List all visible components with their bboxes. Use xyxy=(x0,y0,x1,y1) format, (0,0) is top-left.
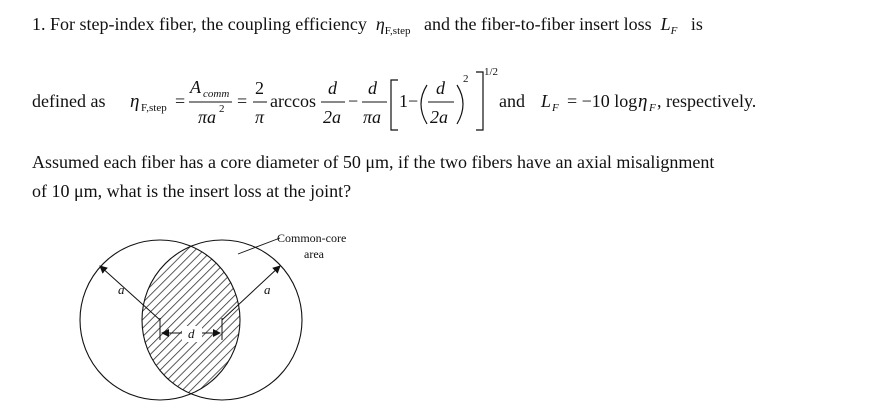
formula-minus: − xyxy=(348,91,359,111)
and-text: and xyxy=(499,91,525,111)
coupling-formula xyxy=(0,58,880,138)
loss-symbol: L xyxy=(660,14,671,34)
formula-eta: η xyxy=(130,91,140,112)
loss-subscript: F xyxy=(670,25,678,37)
problem-number: 1. xyxy=(32,14,46,34)
denominator-2a-1: 2a xyxy=(323,107,341,127)
problem-line-3: Assumed each fiber has a core diameter of 50 μm, if the two fibers have an axial misalignment xyxy=(32,152,715,172)
defined-as-text: defined as xyxy=(32,91,106,111)
numerator-A-sub: comm xyxy=(203,88,230,100)
arccos-text: arccos xyxy=(270,91,316,111)
eta-symbol: η xyxy=(375,14,385,34)
eta-subscript: F,step xyxy=(384,25,411,37)
problem-line-4: of 10 μm, what is the insert loss at the joint? xyxy=(32,181,352,201)
area-label: area xyxy=(304,247,324,261)
problem-text-1a: For step-index fiber, the coupling efficiency xyxy=(50,14,367,34)
displacement-label: d xyxy=(188,326,195,341)
lf-equation: = −10 log xyxy=(567,91,638,111)
common-core-label: Common-core xyxy=(277,231,347,245)
numerator-d-2: d xyxy=(368,78,377,98)
denominator-2a-2: 2a xyxy=(430,107,448,127)
right-paren xyxy=(457,85,463,124)
numerator-A: A xyxy=(190,77,201,97)
lf-symbol: L xyxy=(541,91,552,111)
numerator-two: 2 xyxy=(255,78,264,98)
radius-label-right: a xyxy=(264,282,271,297)
leader-line xyxy=(238,238,280,254)
denominator-pi-a-2: πa xyxy=(363,107,382,127)
formula-equals-2: = xyxy=(237,91,248,111)
denominator-pi-a: πa xyxy=(198,107,217,127)
denominator-pi: π xyxy=(255,107,265,127)
lf-subscript: F xyxy=(552,102,559,114)
left-bracket xyxy=(391,80,398,130)
numerator-d-3: d xyxy=(436,78,445,98)
numerator-d-1: d xyxy=(328,78,337,98)
left-paren xyxy=(421,85,427,124)
problem-line-1 xyxy=(32,14,703,37)
denominator-squared: 2 xyxy=(219,103,225,115)
problem-text-1b: and the fiber-to-fiber insert loss xyxy=(424,14,652,34)
lf-eta-sub: F xyxy=(649,102,656,114)
problem-text-1c: is xyxy=(690,14,703,34)
bracket-one-minus: 1− xyxy=(399,91,419,111)
fiber-misalignment-figure xyxy=(70,222,390,416)
inner-exponent: 2 xyxy=(463,73,469,85)
outer-exponent: 1/2 xyxy=(484,66,499,78)
lf-eta: η xyxy=(638,91,648,112)
right-bracket xyxy=(476,72,483,130)
respectively-text: , respectively. xyxy=(657,91,757,111)
formula-eta-sub: F,step xyxy=(141,102,167,114)
radius-label-left: a xyxy=(118,282,125,297)
formula-equals-1: = xyxy=(175,91,186,111)
